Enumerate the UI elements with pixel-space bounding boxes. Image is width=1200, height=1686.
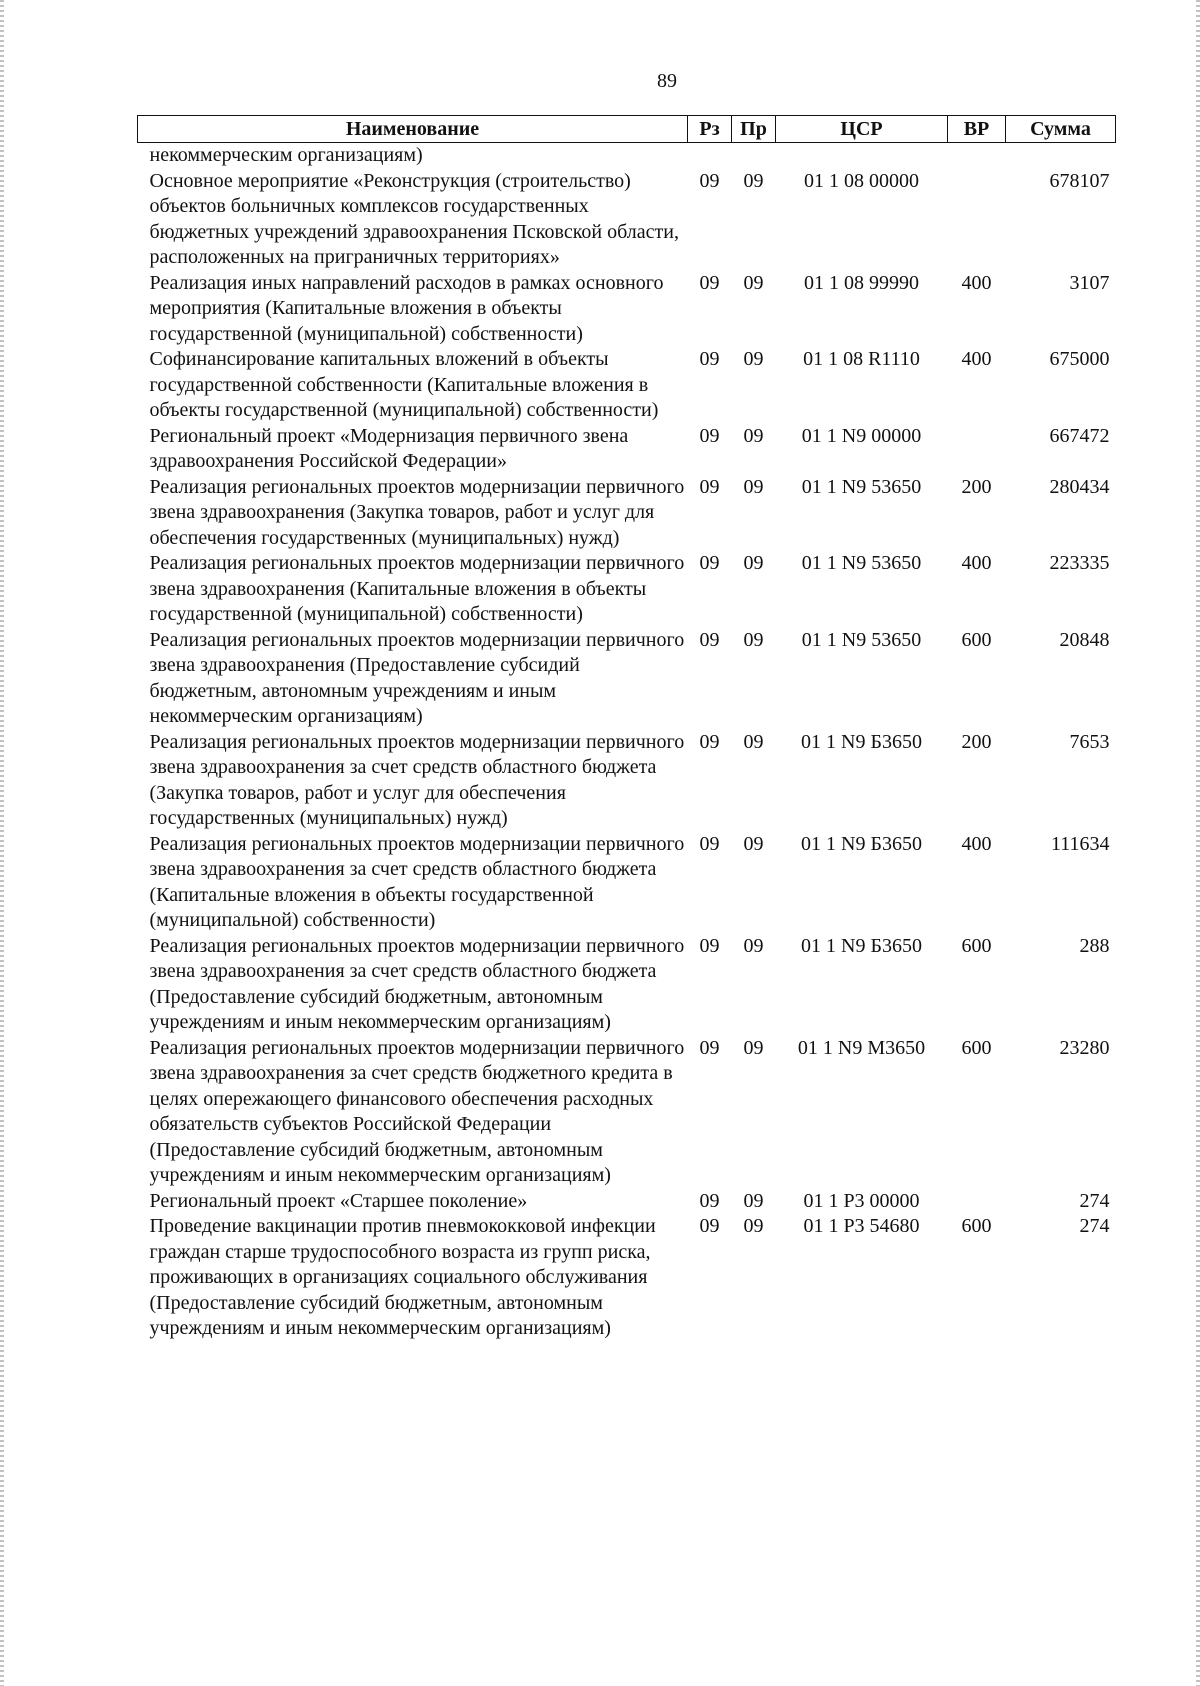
page-number: 89 [657,70,677,92]
row-pr: 09 [743,1215,764,1237]
header-pr: Пр [732,116,776,143]
row-vr: 600 [961,934,992,957]
row-pr: 09 [743,169,764,192]
row-rz: 09 [699,169,720,192]
row-name: Проведение вакцинации против пневмококковой инфекции граждан старше трудоспособного возраста из групп риска, проживающих в организациях социального обслуживания (Предоставление субсидий бюджетным, автономным учреждениям и иным некоммерческим организациям) [149,1215,656,1339]
row-pr: 09 [743,730,764,753]
row-csr: 01 1 N9 Б3650 [801,832,922,855]
table-row [138,934,1116,1036]
table-row [138,143,1116,169]
header-name: Наименование [138,116,688,143]
row-name: Региональный проект «Модернизация первичного звена здравоохранения Российской Федерации» [149,424,629,472]
row-sum: 274 [1079,1189,1110,1212]
row-csr [776,143,948,169]
table-row [138,551,1116,628]
row-rz: 09 [699,934,720,957]
row-vr: 200 [961,730,992,753]
row-csr: 01 1 N9 53650 [801,628,922,651]
row-pr: 09 [743,424,764,447]
table-row [138,730,1116,832]
table-row [138,347,1116,424]
row-rz: 09 [699,1189,720,1212]
table-body [138,143,1116,1342]
row-sum: 667472 [1049,424,1110,447]
row-csr: 01 1 N9 53650 [801,475,922,498]
row-name: некоммерческим организациям) [149,144,423,166]
table-row [138,1189,1116,1215]
row-name: Реализация региональных проектов модернизации первичного звена здравоохранения за счет средств областного бюджета (Капитальные вложения в объекты государственной (муниципальной) собственности) [149,832,685,931]
header-sum: Сумма [1006,116,1116,143]
header-row [138,116,1116,143]
row-csr: 01 1 08 00000 [804,169,919,192]
row-csr: 01 1 N9 Б3650 [801,730,922,753]
row-vr: 400 [961,271,992,294]
table-row [138,169,1116,271]
row-rz: 09 [699,475,720,498]
row-csr: 01 1 N9 53650 [801,552,922,574]
row-csr: 01 1 P3 54680 [803,1215,920,1237]
row-rz: 09 [699,348,720,370]
row-pr: 09 [743,628,764,651]
table-row [138,628,1116,730]
row-vr [948,169,1006,271]
row-csr: 01 1 P3 00000 [803,1189,920,1212]
header-csr: ЦСР [776,116,948,143]
row-pr: 09 [743,552,764,574]
row-sum [1006,143,1116,169]
scan-edge-left [0,0,4,1686]
row-csr: 01 1 N9 00000 [801,424,922,447]
row-vr: 400 [961,832,992,855]
row-rz: 09 [699,271,720,294]
scan-edge-right [1196,0,1200,1686]
row-name: Реализация региональных проектов модернизации первичного звена здравоохранения (Капитальные вложения в объекты государственной (муниципальной) собственности) [149,552,685,625]
row-vr: 600 [961,628,992,651]
row-rz: 09 [699,628,720,651]
row-rz: 09 [699,424,720,447]
table-row [138,1214,1116,1342]
row-pr: 09 [743,271,764,294]
row-vr [948,424,1006,475]
row-csr: 01 1 08 R1110 [803,348,920,370]
row-rz: 09 [699,1215,720,1237]
row-sum: 678107 [1049,169,1110,192]
row-pr: 09 [743,348,764,370]
row-sum: 20848 [1059,628,1110,651]
row-vr: 200 [961,475,992,498]
header-vr: ВР [948,116,1006,143]
row-sum: 23280 [1059,1036,1110,1059]
row-vr: 600 [961,1036,992,1059]
row-sum: 7653 [1069,730,1110,753]
row-rz: 09 [699,1036,720,1059]
row-pr: 09 [743,1189,764,1212]
row-sum: 223335 [1049,552,1110,574]
row-name: Реализация иных направлений расходов в рамках основного мероприятия (Капитальные вложения в объекты государственной (муниципальной) собственности) [149,271,664,345]
row-sum: 280434 [1049,475,1110,498]
row-pr [732,143,776,169]
row-vr: 400 [961,552,992,574]
row-name: Реализация региональных проектов модернизации первичного звена здравоохранения за счет средств бюджетного кредита в целях опережающего финансового обеспечения расходных обязательств субъектов Российской Федерации (Предоставление субсидий бюджетным, автономным учреждениям и иным некоммерческим организациям) [149,1036,685,1186]
row-name: Реализация региональных проектов модернизации первичного звена здравоохранения за счет средств областного бюджета (Закупка товаров, работ и услуг для обеспечения государственных (муниципальных) нужд) [149,730,685,829]
row-sum: 274 [1079,1215,1110,1237]
row-vr [948,1189,1006,1215]
row-pr: 09 [743,832,764,855]
row-csr: 01 1 08 99990 [804,271,919,294]
row-sum: 288 [1079,934,1110,957]
row-name: Реализация региональных проектов модернизации первичного звена здравоохранения (Предоставление субсидий бюджетным, автономным учреждениям и иным некоммерческим организациям) [149,628,685,727]
row-rz: 09 [699,730,720,753]
row-name: Основное мероприятие «Реконструкция (строительство) объектов больничных комплексов государственных бюджетных учреждений здравоохранения Псковской области, расположенных на приграничных территориях» [149,169,679,268]
row-vr [948,143,1006,169]
row-pr: 09 [743,1036,764,1059]
row-sum: 675000 [1049,348,1110,370]
row-name: Софинансирование капитальных вложений в объекты государственной собственности (Капитальные вложения в объекты государственной (муниципальной) собственности) [149,348,659,421]
row-pr: 09 [743,934,764,957]
row-name: Реализация региональных проектов модернизации первичного звена здравоохранения за счет средств областного бюджета (Предоставление субсидий бюджетным, автономным учреждениям и иным некоммерческим организациям) [149,934,685,1033]
row-vr: 600 [961,1215,992,1237]
row-rz [688,143,732,169]
row-csr: 01 1 N9 Б3650 [801,934,922,957]
table-row [138,832,1116,934]
row-vr: 400 [961,348,992,370]
row-sum: 111634 [1050,832,1110,855]
row-pr: 09 [743,475,764,498]
table-row [138,271,1116,348]
row-rz: 09 [699,552,720,574]
table-row [138,1036,1116,1189]
budget-table [137,115,1116,1342]
row-csr: 01 1 N9 M3650 [797,1036,926,1059]
table-row [138,475,1116,552]
row-rz: 09 [699,832,720,855]
row-sum: 3107 [1069,271,1110,294]
row-name: Реализация региональных проектов модернизации первичного звена здравоохранения (Закупка товаров, работ и услуг для обеспечения государственных (муниципальных) нужд) [149,475,685,549]
table-row [138,424,1116,475]
header-rz: Рз [688,116,732,143]
table-header [138,116,1116,143]
row-name: Региональный проект «Старшее поколение» [149,1189,528,1212]
